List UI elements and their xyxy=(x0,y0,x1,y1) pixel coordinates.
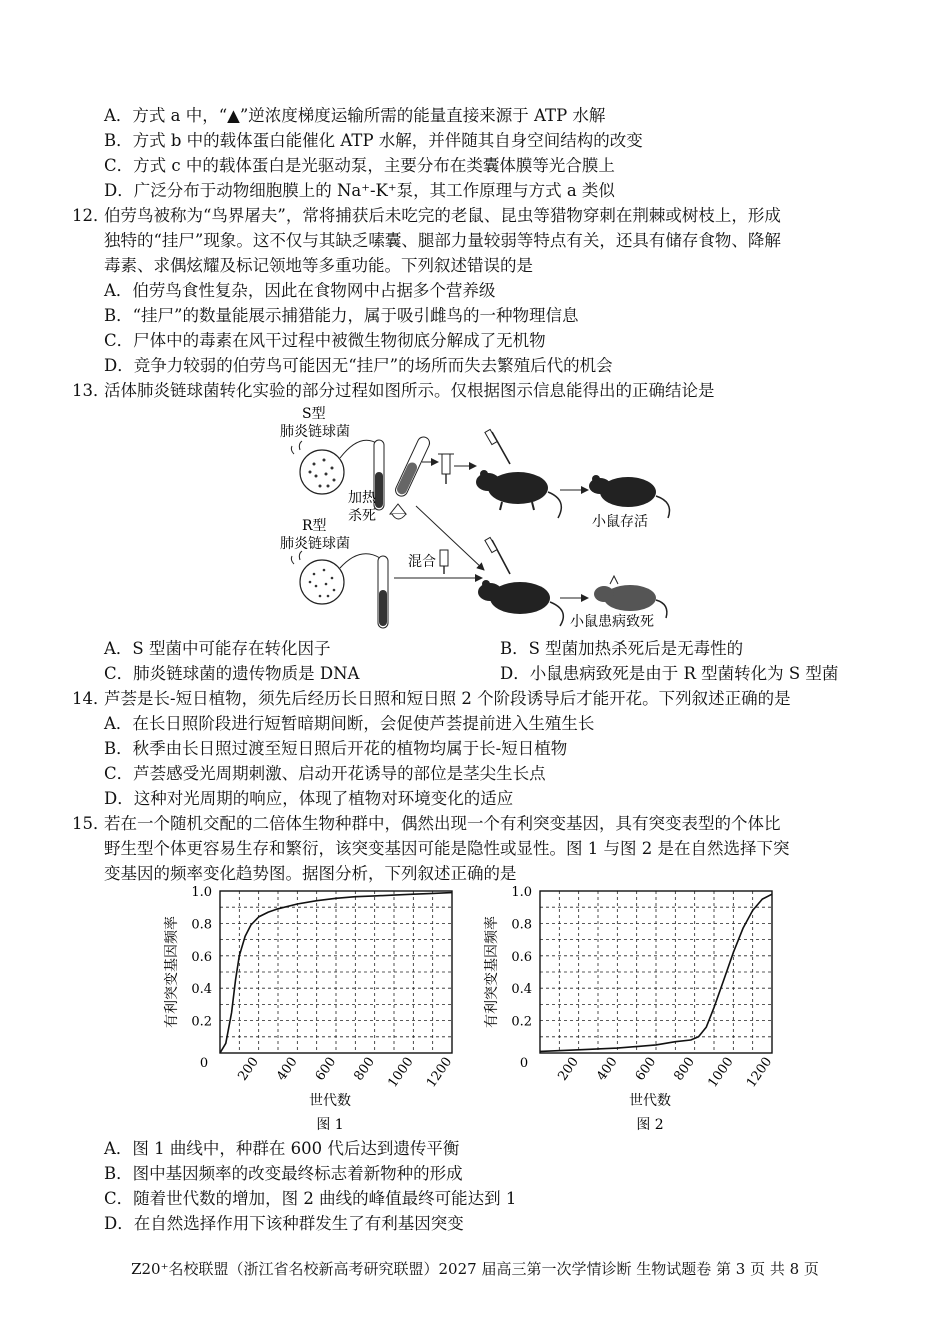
q12-stem-3: 毒素、求偶炫耀及标记领地等多重功能。下列叙述错误的是 xyxy=(104,256,533,275)
q15-option-d: D．在自然选择作用下该种群发生了有利基因突变 xyxy=(104,1214,464,1233)
figure-2-chart xyxy=(478,885,798,1135)
q14-option-a: A．在长日照阶段进行短暂暗期间断，会促使芦荟提前进入生殖生长 xyxy=(104,714,595,733)
survive-label: 小鼠存活 xyxy=(592,514,648,530)
q14-option-d: D．这种对光周期的响应，体现了植物对环境变化的适应 xyxy=(104,789,514,808)
s-type-label: S型 xyxy=(302,406,326,422)
x-tick-label: 1000 xyxy=(705,1054,737,1091)
q12-option-a: A．伯劳鸟食性复杂，因此在食物网中占据多个营养级 xyxy=(104,281,496,300)
q12-stem-1: 伯劳鸟被称为“鸟界屠夫”，常将捕获后未吃完的老鼠、昆虫等猎物穿刺在荆棘或树枝上，形成 xyxy=(104,206,781,225)
q14-stem: 芦荟是长-短日植物，须先后经历长日照和短日照 2 个阶段诱导后才能开花。下列叙述正确的是 xyxy=(104,689,791,708)
x-tick-label: 400 xyxy=(274,1054,301,1084)
y-axis-label: 有利突变基因频率 xyxy=(164,916,180,1028)
s-culture-plate xyxy=(291,440,378,494)
page-footer: Z20⁺名校联盟（浙江省名校新高考研究联盟）2027 届高三第一次学情诊断 生物试题卷 第 3 页 共 8 页 xyxy=(131,1260,819,1278)
r-culture-plate xyxy=(291,551,380,604)
y-tick-label: 0.6 xyxy=(191,949,212,965)
q11-option-a: A．方式 a 中，“▲”逆浓度梯度运输所需的能量直接来源于 ATP 水解 xyxy=(104,106,606,125)
heat-label: 加热 xyxy=(348,490,376,506)
q13-option-c: C．肺炎链球菌的遗传物质是 DNA xyxy=(104,664,360,683)
q15-option-b: B．图中基因频率的改变最终标志着新物种的形成 xyxy=(104,1164,463,1183)
injection-needle-top xyxy=(485,429,510,464)
x-tick-label: 1000 xyxy=(385,1054,417,1091)
q12-stem-2: 独特的“挂尸”现象。这不仅与其缺乏嗉囊、腿部力量较弱等特点有关，还具有储存食物、降解 xyxy=(104,231,781,250)
y-tick-label: 0.4 xyxy=(191,982,212,998)
x-tick-label: 600 xyxy=(632,1054,660,1084)
q11-option-b: B．方式 b 中的载体蛋白能催化 ATP 水解，并伴随其自身空间结构的改变 xyxy=(104,131,643,150)
x-tick-label: 600 xyxy=(312,1054,340,1084)
q13-stem: 活体肺炎链球菌转化实验的部分过程如图所示。仅根据图示信息能得出的正确结论是 xyxy=(104,381,715,400)
y-tick-label: 0.6 xyxy=(511,949,532,965)
q13-option-a: A．S 型菌中可能存在转化因子 xyxy=(104,639,331,658)
q13-number: 13． xyxy=(72,381,110,400)
injection-needle-bottom xyxy=(485,537,510,574)
syringe-top xyxy=(438,454,454,484)
y-tick-label: 1.0 xyxy=(191,885,212,900)
q13-option-b: B．S 型菌加热杀死后是无毒性的 xyxy=(500,639,744,658)
x-axis-label: 世代数 xyxy=(629,1093,671,1109)
q15-stem-1: 若在一个随机交配的二倍体生物种群中，偶然出现一个有利突变基因，具有突变表型的个体比 xyxy=(104,814,781,833)
mouse-bottom xyxy=(478,580,563,626)
q15-option-c: C．随着世代数的增加，图 2 曲线的峰值最终可能达到 1 xyxy=(104,1189,517,1208)
x-tick-label: 400 xyxy=(594,1054,621,1084)
q14-option-c: C．芦荟感受光周期刺激、启动开花诱导的部位是茎尖生长点 xyxy=(104,764,546,783)
die-label: 小鼠患病致死 xyxy=(570,614,654,630)
q13-option-d: D．小鼠患病致死是由于 R 型菌转化为 S 型菌 xyxy=(500,664,839,683)
q15-number: 15． xyxy=(72,814,110,833)
syringe-bottom xyxy=(440,550,448,574)
x-tick-label: 0 xyxy=(199,1056,209,1071)
mix-label: 混合 xyxy=(408,554,436,570)
heating-apparatus xyxy=(390,435,431,519)
kill-label: 杀死 xyxy=(348,508,376,524)
mouse-sick xyxy=(594,576,667,618)
x-axis-label: 世代数 xyxy=(309,1093,351,1109)
x-tick-label: 1200 xyxy=(424,1054,456,1091)
q12-option-c: C．尸体中的毒素在风干过程中被微生物彻底分解成了无机物 xyxy=(104,331,546,350)
s-name-label: 肺炎链球菌 xyxy=(280,424,350,440)
r-name-label: 肺炎链球菌 xyxy=(280,536,350,552)
q13-experiment-diagram xyxy=(270,402,690,634)
q12-option-d: D．竞争力较弱的伯劳鸟可能因无“挂尸”的场所而失去繁殖后代的机会 xyxy=(104,356,613,375)
y-tick-label: 0.2 xyxy=(191,1014,212,1030)
y-tick-label: 0.4 xyxy=(511,982,532,998)
x-tick-label: 800 xyxy=(671,1054,698,1084)
r-culture-tube xyxy=(378,556,388,628)
y-tick-label: 0.8 xyxy=(191,917,212,933)
x-tick-label: 1200 xyxy=(744,1054,776,1091)
q12-number: 12． xyxy=(72,206,110,225)
x-tick-label: 800 xyxy=(351,1054,378,1084)
chart-title: 图 1 xyxy=(316,1117,344,1133)
q15-stem-2: 野生型个体更容易生存和繁衍，该突变基因可能是隐性或显性。图 1 与图 2 是在自然选择下突 xyxy=(104,839,790,858)
q15-stem-3: 变基因的频率变化趋势图。据图分析，下列叙述正确的是 xyxy=(104,864,517,883)
figure-1-chart xyxy=(160,885,470,1135)
x-tick-label: 0 xyxy=(519,1056,529,1071)
x-tick-label: 200 xyxy=(235,1054,262,1084)
q15-option-a: A．图 1 曲线中，种群在 600 代后达到遗传平衡 xyxy=(104,1139,460,1158)
y-axis-label: 有利突变基因频率 xyxy=(484,916,500,1028)
q12-option-b: B．“挂尸”的数量能展示捕猎能力，属于吸引雌鸟的一种物理信息 xyxy=(104,306,579,325)
q11-option-c: C．方式 c 中的载体蛋白是光驱动泵，主要分布在类囊体膜等光合膜上 xyxy=(104,156,615,175)
q11-option-d: D．广泛分布于动物细胞膜上的 Na⁺-K⁺泵，其工作原理与方式 a 类似 xyxy=(104,181,615,200)
q14-option-b: B．秋季由长日照过渡至短日照后开花的植物均属于长-短日植物 xyxy=(104,739,568,758)
y-tick-label: 1.0 xyxy=(511,885,532,900)
y-tick-label: 0.8 xyxy=(511,917,532,933)
r-type-label: R型 xyxy=(302,518,327,534)
y-tick-label: 0.2 xyxy=(511,1014,532,1030)
mouse-survived xyxy=(589,475,670,518)
x-tick-label: 200 xyxy=(555,1054,582,1084)
chart-title: 图 2 xyxy=(636,1117,664,1133)
q14-number: 14． xyxy=(72,689,110,708)
mouse-top xyxy=(476,470,561,518)
